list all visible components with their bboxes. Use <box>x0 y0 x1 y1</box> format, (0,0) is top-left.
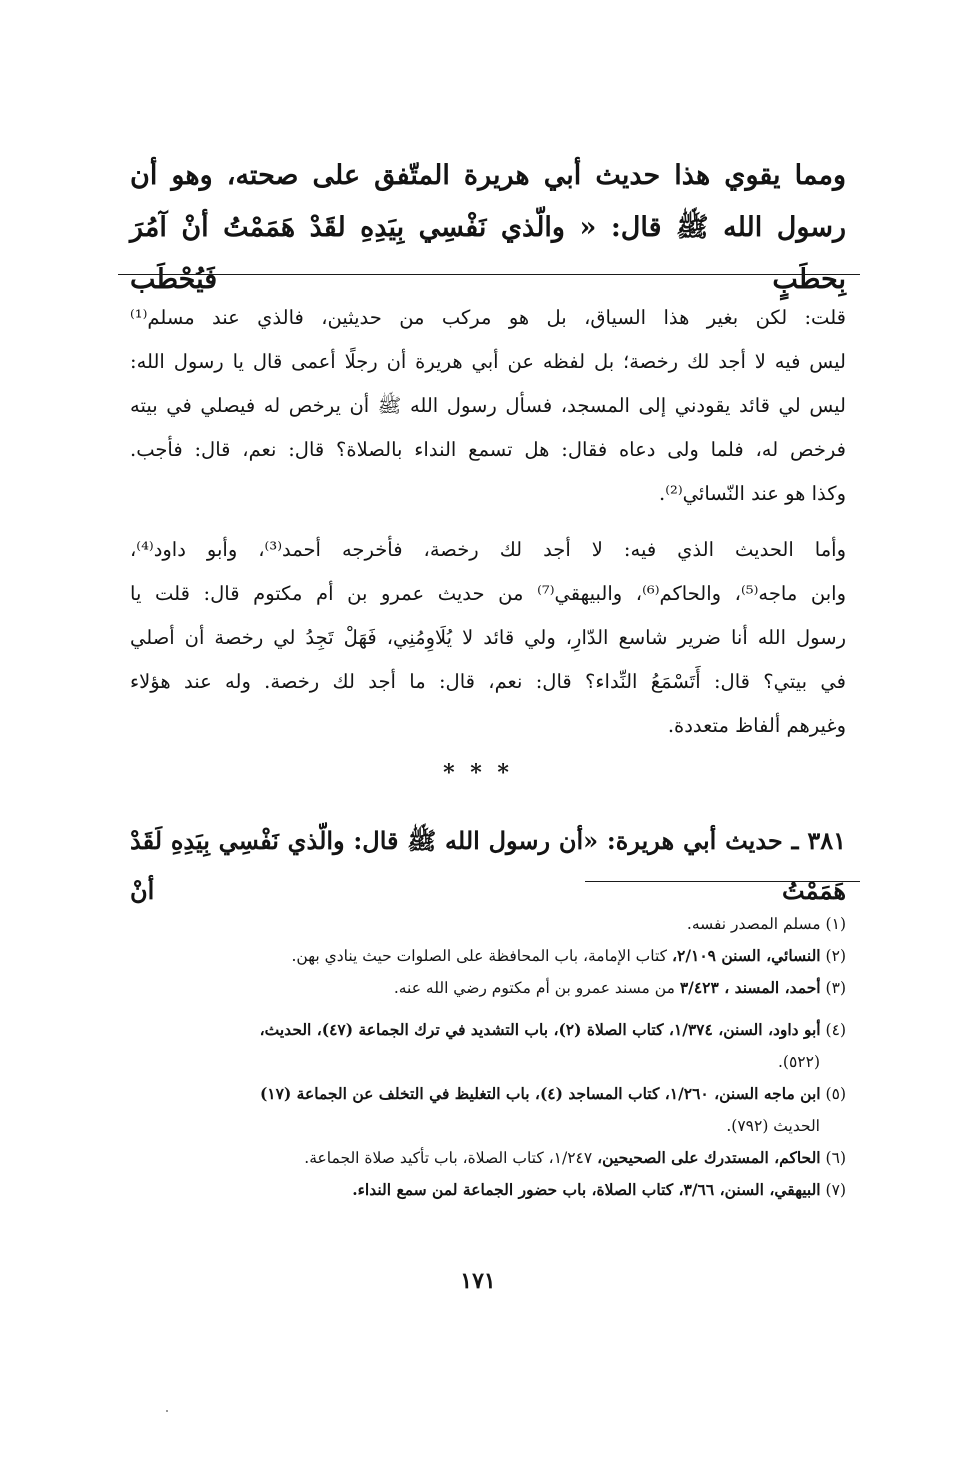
footnote-number: (٢) <box>825 947 846 965</box>
paragraph-line: وكذا هو عند النّسائي⁽²⁾. <box>659 482 846 505</box>
footnote-text: من مسند عمرو بن أم مكتوم رضي الله عنه. <box>393 979 675 997</box>
section-separator-stars: * * * <box>443 760 513 786</box>
footnote-7 <box>130 1174 846 1206</box>
page-number: ١٧١ <box>460 1268 496 1294</box>
hadith-heading <box>130 816 846 916</box>
paragraph-line: ليس فيه لا أجد لك رخصة؛ بل لفظه عن أبي هريرة أن رجلًا أعمى قال يا رسول الله: <box>130 350 846 373</box>
top-quote-block <box>130 150 846 306</box>
top-quote-line: رسول الله ﷺ قال: « والّذي نَفْسِي بِيَدِهِ لقَدْ هَمَمْتُ أنْ آمُرَ بِحطَبٍ فَيُحْطَب <box>130 212 846 295</box>
footnote-source: البيهقي، السنن، ٣/٦٦، كتاب الصلاة، باب حضور الجماعة لمن سمع النداء. <box>352 1180 821 1199</box>
section-divider <box>118 274 860 275</box>
commentary-paragraph-1 <box>130 296 846 516</box>
paragraph-line: وابن ماجه⁽⁵⁾، والحاكم⁽⁶⁾، والبيهقي⁽⁷⁾ من حديث عمرو بن أم مكتوم قال: قلت يا <box>130 582 846 605</box>
footnote-source: النسائي، السنن ٢/١٠٩، <box>672 946 821 965</box>
footnote-1 <box>130 908 846 940</box>
paragraph-line: رسول الله أنا ضرير شاسع الدّارِ، ولي قائد لا يُلَاوِمُنِي، فَهَلْ تَجِدُ لي رخصة أن أصلي <box>130 626 846 649</box>
paragraph-line: وأما الحديث الذي فيه: لا أجد لك رخصة، فأخرجه أحمد⁽³⁾، وأبو داود⁽⁴⁾، <box>130 538 847 561</box>
footnote-text: مسلم المصدر نفسه. <box>686 915 821 933</box>
footnote-4 <box>130 1014 846 1046</box>
footnote-2 <box>130 940 846 972</box>
footnote-number: (٧) <box>825 1181 846 1199</box>
footnote-3 <box>130 972 846 1004</box>
footnotes <box>130 908 846 1206</box>
paragraph-line: في بيتي؟ قال: أَتَسْمَعُ النِّداء؟ قال: نعم، قال: ما أجد لك رخصة. وله عند هؤلاء <box>130 670 846 693</box>
footnote-source: الحاكم، المستدرك على الصحيحين، <box>597 1148 821 1167</box>
paragraph-line: قلت: لكن بغير هذا السياق، بل هو مركب من حديثين، فالذي عند مسلم⁽¹⁾ <box>130 306 846 329</box>
footnote-5 <box>130 1078 846 1110</box>
top-quote-line: ومما يقوي هذا حديث أبي هريرة المتّفق على صحته، وهو أن <box>130 160 846 191</box>
footnote-source: أحمد، المسند ، ٣/٤٢٣ <box>679 978 821 997</box>
hadith-heading-text: ٣٨١ ـ حديث أبي هريرة: «أن رسول الله ﷺ قال: والّذي نَفْسِي بِيَدِهِ لَقَدْ هَمَمْتُ أنْ <box>130 826 846 905</box>
footnote-4-continuation: (٥٢٢). <box>777 1053 820 1071</box>
footnote-6 <box>130 1142 846 1174</box>
footnote-divider <box>585 881 860 882</box>
scan-speck <box>166 1410 168 1412</box>
footnote-text: كتاب الإمامة، باب المحافظة على الصلوات حيث ينادي بهن. <box>291 947 668 965</box>
footnote-source: ابن ماجه السنن، ١/٢٦٠، كتاب المساجد (٤)، باب التغليظ في التخلف عن الجماعة (١٧) <box>259 1084 821 1103</box>
paragraph-line: وغيرهم ألفاظ متعددة. <box>667 714 846 737</box>
footnote-source: أبو داود، السنن، ١/٣٧٤، كتاب الصلاة (٢)، باب التشديد في ترك الجماعة (٤٧)، الحديث، <box>259 1020 821 1039</box>
paragraph-line: فرخص له، فلما ولى دعاه فقال: هل تسمع النداء بالصلاة؟ قال: نعم، قال: فأجب. <box>130 438 846 461</box>
paragraph-line: ليس لي قائد يقودني إلى المسجد، فسأل رسول الله ﷺ أن يرخص له فيصلي في بيته <box>130 394 846 417</box>
footnote-number: (٥) <box>825 1085 846 1103</box>
footnote-number: (٦) <box>825 1149 846 1167</box>
footnote-number: (٣) <box>825 979 846 997</box>
footnote-number: (١) <box>825 915 846 933</box>
footnote-number: (٤) <box>825 1021 846 1039</box>
commentary-paragraph-2 <box>130 528 846 748</box>
footnote-text: ١/٢٤٧، كتاب الصلاة، باب تأكيد صلاة الجماعة. <box>304 1149 593 1167</box>
footnote-5-continuation: الحديث (٧٩٢). <box>726 1117 820 1135</box>
